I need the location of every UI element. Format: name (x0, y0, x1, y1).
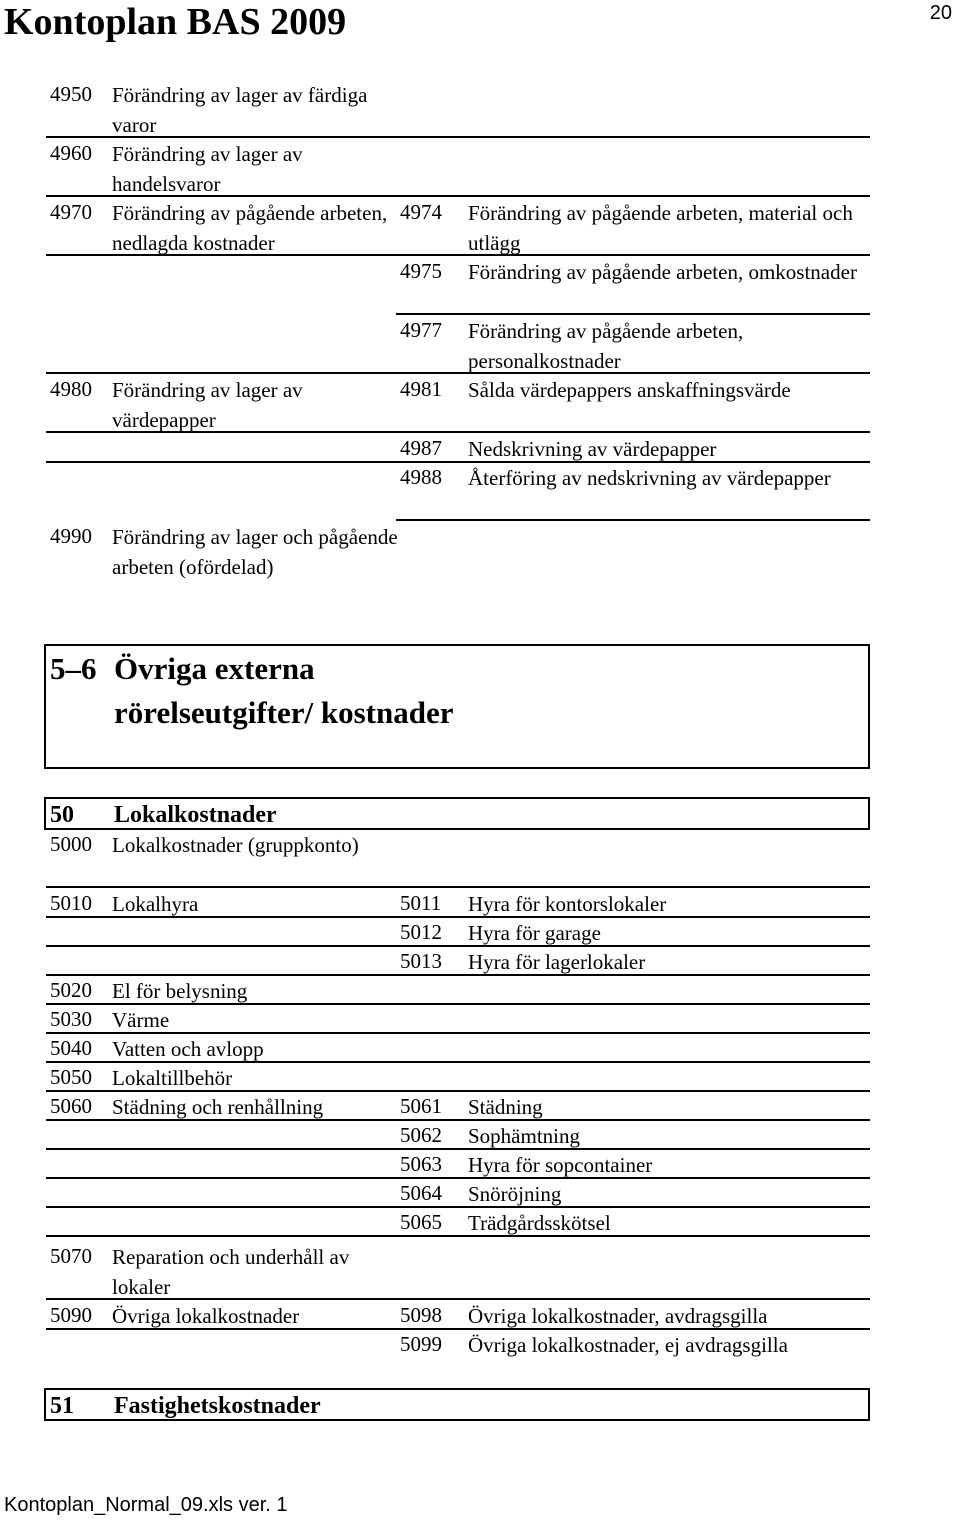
account-row (46, 1034, 870, 1063)
subaccount-name: Trädgårdsskötsel (468, 1211, 611, 1235)
subaccount-name: Sålda värdepappers anskaffningsvärde (468, 378, 791, 402)
account-row (46, 976, 870, 1005)
subaccount-code: 4975 (400, 259, 442, 283)
account-row (46, 1092, 870, 1121)
account-code: 5090 (50, 1303, 92, 1327)
account-name: Lokalkostnader (gruppkonto) (112, 833, 359, 857)
subaccount-code: 4987 (400, 436, 442, 460)
account-name: Vatten och avlopp (112, 1037, 264, 1061)
group-title: Fastighetskostnader (114, 1393, 321, 1419)
account-row (46, 316, 870, 374)
subaccount-name: Övriga lokalkostnader, ej avdragsgilla (468, 1333, 788, 1357)
account-code: 5060 (50, 1094, 92, 1118)
account-name: Förändring av pågående arbeten, nedlagda kostnader (112, 201, 388, 255)
subaccount-name: Städning (468, 1095, 543, 1119)
subaccount-row (396, 257, 870, 315)
account-row (46, 918, 870, 947)
section-header (44, 644, 870, 769)
account-row (46, 139, 870, 197)
account-code: 5040 (50, 1036, 92, 1060)
subaccount-code: 5099 (400, 1332, 442, 1356)
subaccount-code: 5065 (400, 1210, 442, 1234)
account-name: Lokaltillbehör (112, 1066, 233, 1090)
account-name: Övriga lokalkostnader (112, 1304, 300, 1328)
section-title: Övriga externa rörelseutgifter/ kostnader (114, 651, 454, 730)
subaccount-code: 5063 (400, 1152, 442, 1176)
group-account-row (46, 830, 870, 888)
account-row (46, 1179, 870, 1208)
group-header-51 (44, 1388, 870, 1421)
group-title: Lokalkostnader (114, 802, 277, 828)
subaccount-code: 5062 (400, 1123, 442, 1147)
account-row (46, 889, 870, 918)
subaccount-row (396, 463, 870, 521)
account-row (46, 1242, 870, 1300)
account-name: Förändring av lager av handelsvaror (112, 142, 303, 196)
group-number: 51 (50, 1393, 74, 1419)
account-row (46, 375, 870, 433)
subaccount-name: Förändring av pågående arbeten, personalkostnader (468, 319, 744, 373)
account-code: 4980 (50, 377, 92, 401)
group-header-50 (44, 797, 870, 830)
account-name: Lokalhyra (112, 892, 199, 916)
subaccount-code: 5011 (400, 891, 442, 915)
subaccount-code: 4977 (400, 318, 442, 342)
subaccount-name: Nedskrivning av värdepapper (468, 437, 717, 461)
account-row (46, 522, 870, 580)
account-row (46, 80, 870, 138)
account-code: 5020 (50, 978, 92, 1002)
subaccount-name: Sophämtning (468, 1124, 581, 1148)
group-number: 50 (50, 802, 74, 828)
account-name: El för belysning (112, 979, 248, 1003)
page-title: Kontoplan BAS 2009 (4, 1, 347, 43)
subaccount-name: Hyra för sopcontainer (468, 1153, 653, 1177)
subaccount-name: Övriga lokalkostnader, avdragsgilla (468, 1304, 768, 1328)
account-name: Städning och renhållning (112, 1095, 324, 1119)
account-code: 5000 (50, 832, 92, 856)
subaccount-name: Hyra för lagerlokaler (468, 950, 646, 974)
subaccount-name: Förändring av pågående arbeten, omkostnader (468, 260, 857, 284)
subaccount-code: 5013 (400, 949, 442, 973)
account-name: Förändring av lager av värdepapper (112, 378, 303, 432)
page-number: 20 (929, 2, 952, 24)
subaccount-code: 4981 (400, 377, 442, 401)
account-name: Värme (112, 1008, 170, 1032)
subaccount-name: Hyra för kontorslokaler (468, 892, 667, 916)
account-code: 4960 (50, 141, 92, 165)
account-code: 4990 (50, 524, 92, 548)
subaccount-code: 5098 (400, 1303, 442, 1327)
account-row (46, 1005, 870, 1034)
account-name: Förändring av lager och pågående arbeten (ofördelad) (112, 525, 398, 579)
account-code: 4970 (50, 200, 92, 224)
account-row (46, 1301, 870, 1330)
subaccount-code: 5012 (400, 920, 442, 944)
subaccount-code: 4974 (400, 200, 442, 224)
section-number: 5–6 (50, 651, 97, 686)
subaccount-name: Återföring av nedskrivning av värdepapper (468, 466, 831, 490)
account-row (46, 1121, 870, 1150)
account-row (46, 1208, 870, 1237)
account-code: 5030 (50, 1007, 92, 1031)
subaccount-code: 5064 (400, 1181, 442, 1205)
subaccount-name: Förändring av pågående arbeten, material och utlägg (468, 201, 853, 255)
account-row (46, 434, 870, 463)
account-code: 5010 (50, 891, 92, 915)
subaccount-code: 4988 (400, 465, 442, 489)
subaccount-name: Snöröjning (468, 1182, 562, 1206)
account-row (46, 1150, 870, 1179)
account-row (46, 947, 870, 976)
account-code: 4950 (50, 82, 92, 106)
subaccount-name: Hyra för garage (468, 921, 601, 945)
account-row (46, 198, 870, 256)
account-row (46, 1330, 870, 1359)
account-row (46, 1063, 870, 1092)
account-name: Förändring av lager av färdiga varor (112, 83, 368, 137)
account-code: 5070 (50, 1244, 92, 1268)
footer-filename: Kontoplan_Normal_09.xls ver. 1 (4, 1494, 288, 1516)
subaccount-code: 5061 (400, 1094, 442, 1118)
account-code: 5050 (50, 1065, 92, 1089)
account-name: Reparation och underhåll av lokaler (112, 1245, 350, 1299)
